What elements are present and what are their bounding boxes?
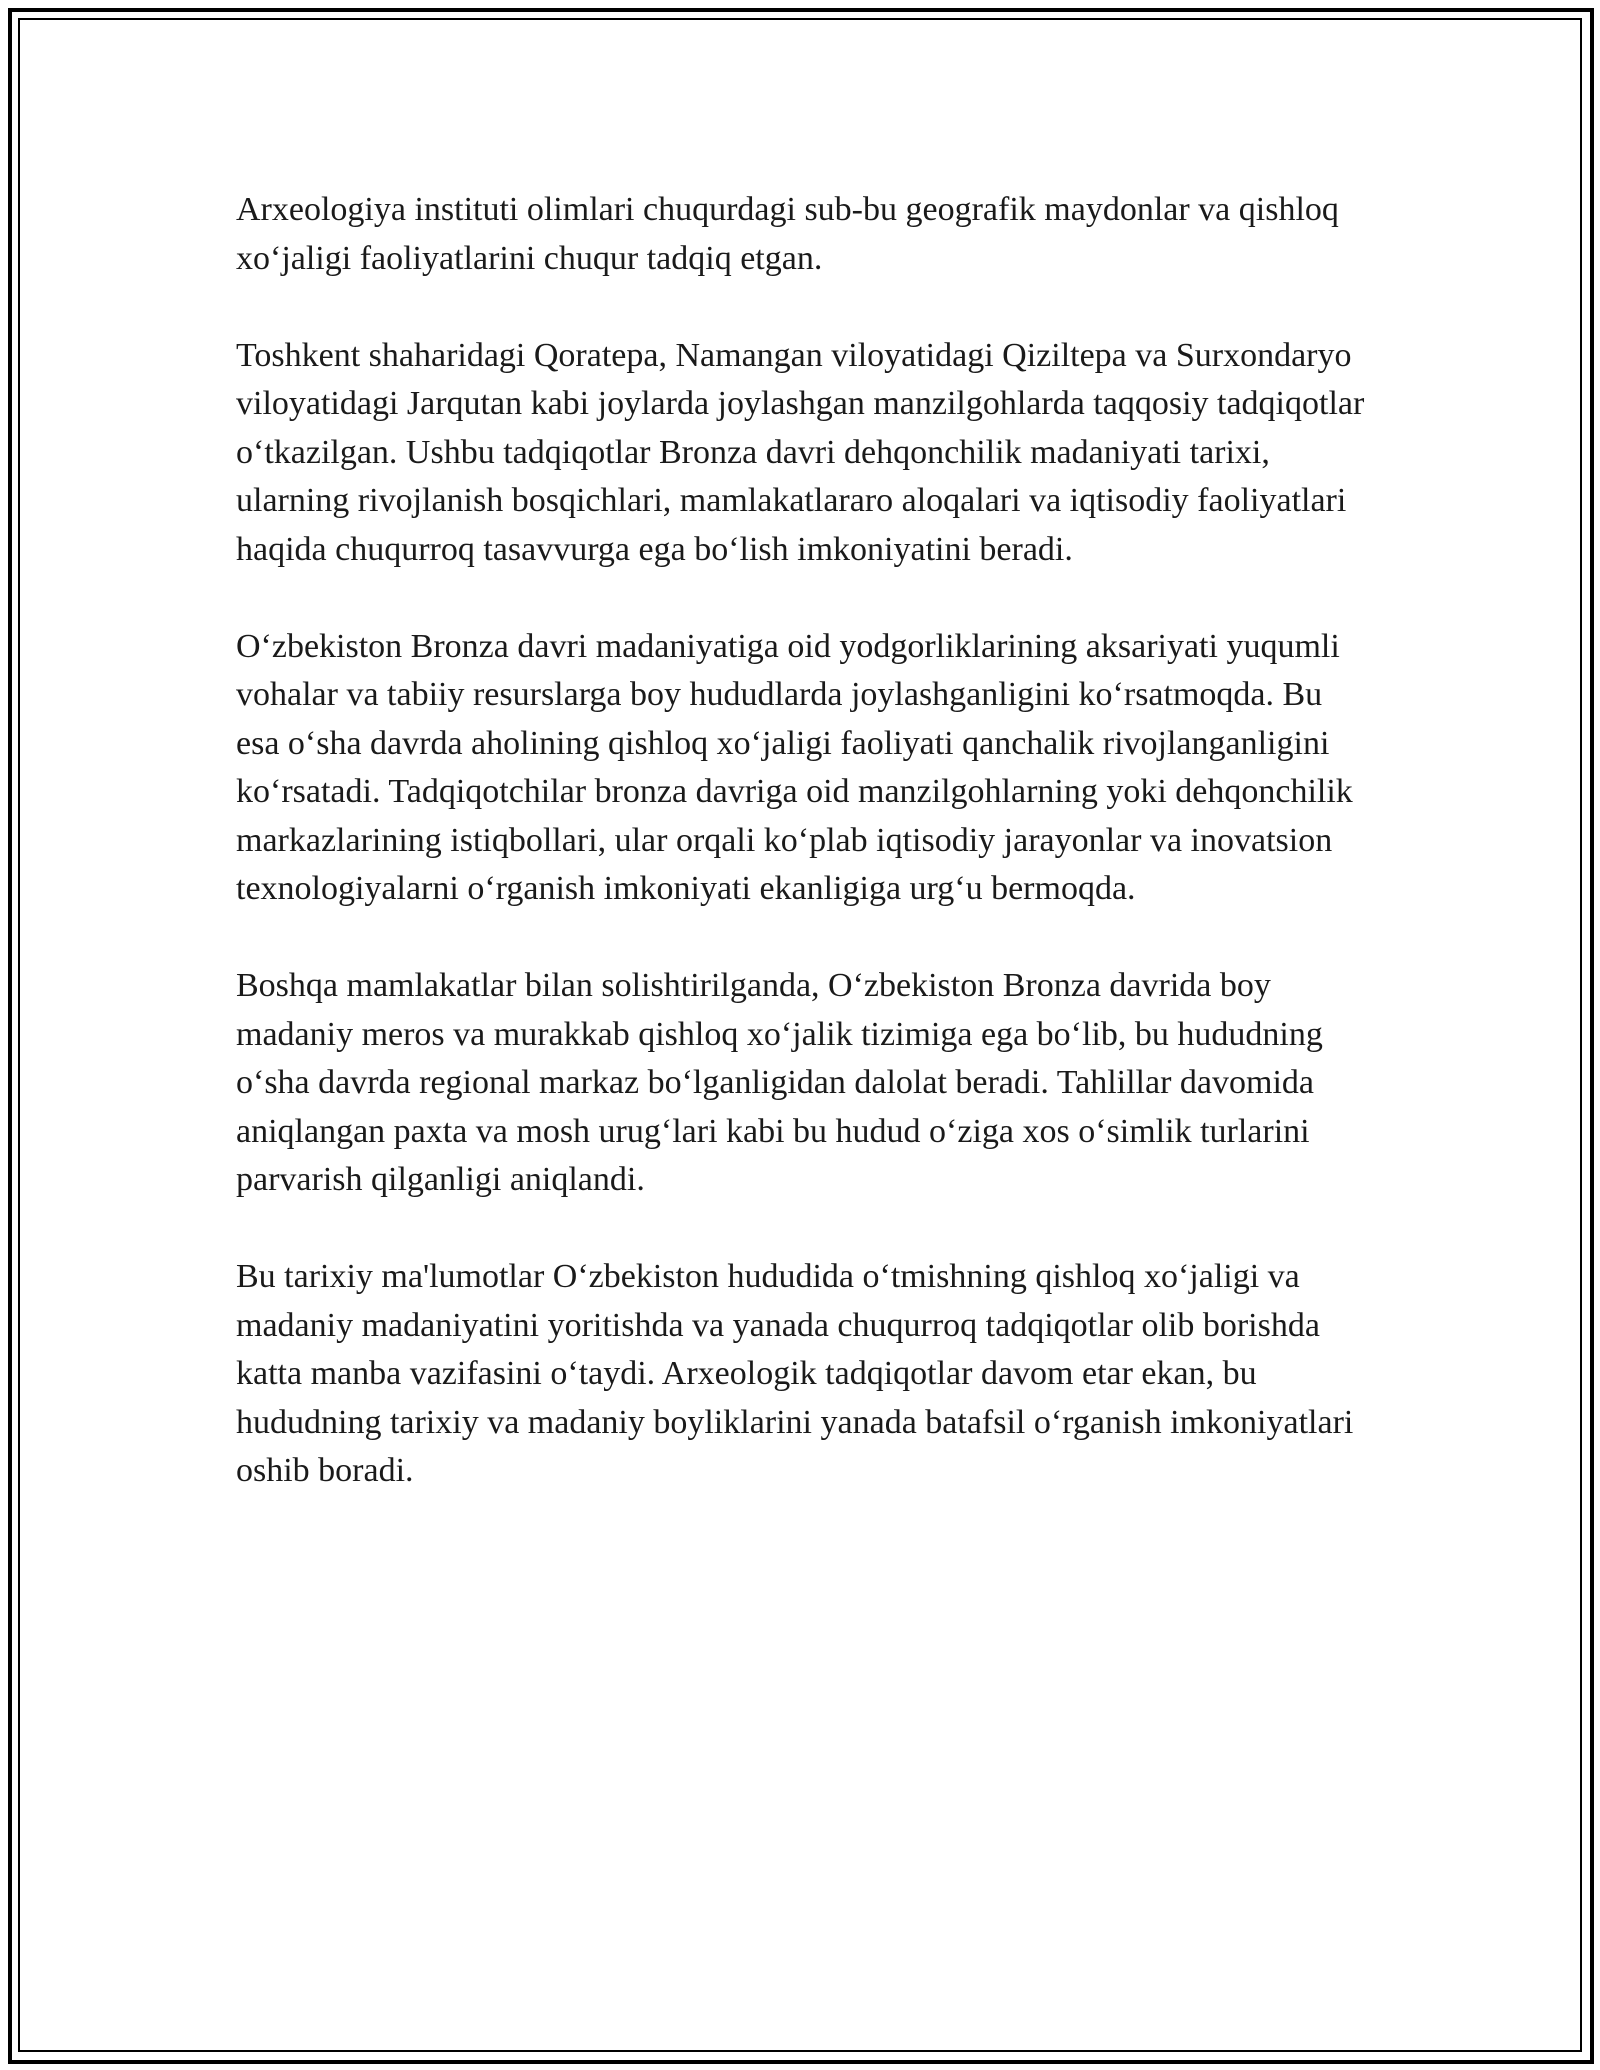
paragraph-1: Arxeologiya instituti olimlari chuqurdagi sub-bu geografik maydonlar va qishloq xo‘jaligi faoliyatlarini chuqur tadqiq etgan. (236, 191, 1339, 277)
document-body (236, 186, 1366, 1496)
paragraph-4: Boshqa mamlakatlar bilan solishtirilganda, O‘zbekiston Bronza davrida boy madaniy meros va murakkab qishloq xo‘jalik tizimiga ega bo‘lib, bu hududning o‘sha davrda regional markaz bo‘lganligidan dalolat beradi. Tahlillar davomida aniqlangan paxta va mosh urug‘lari kabi bu hudud o‘ziga xos o‘simlik turlarini parvarish qilganligi aniqlandi. (236, 967, 1323, 1198)
paragraph-3: O‘zbekiston Bronza davri madaniyatiga oid yodgorliklarining aksariyati yuqumli vohalar va tabiiy resurslarga boy hududlarda joylashganligini ko‘rsatmoqda. Bu esa o‘sha davrda aholining qishloq xo‘jaligi faoliyati qanchalik rivojlanganligini ko‘rsatadi. Tadqiqotchilar bronza davriga oid manzilgohlarning yoki dehqonchilik markazlarining istiqbollari, ular orqali ko‘plab iqtisodiy jarayonlar va inovatsion texnologiyalarni o‘rganish imkoniyati ekanligiga urg‘u bermoqda. (236, 627, 1353, 907)
paragraph-5: Bu tarixiy ma'lumotlar O‘zbekiston hududida o‘tmishning qishloq xo‘jaligi va madaniy madaniyatini yoritishda va yanada chuqurroq tadqiqotlar olib borishda katta manba vazifasini o‘taydi. Arxeologik tadqiqotlar davom etar ekan, bu hududning tarixiy va madaniy boyliklarini yanada batafsil o‘rganish imkoniyatlari oshib boradi. (236, 1258, 1354, 1489)
paragraph-2: Toshkent shaharidagi Qoratepa, Namangan viloyatidagi Qiziltepa va Surxondaryo viloyatidagi Jarqutan kabi joylarda joylashgan manzilgohlarda taqqosiy tadqiqotlar o‘tkazilgan. Ushbu tadqiqotlar Bronza davri dehqonchilik madaniyati tarixi, ularning rivojlanish bosqichlari, mamlakatlararo aloqalari va iqtisodiy faoliyatlari haqida chuqurroq tasavvurga ega bo‘lish imkoniyatini beradi. (236, 336, 1365, 568)
